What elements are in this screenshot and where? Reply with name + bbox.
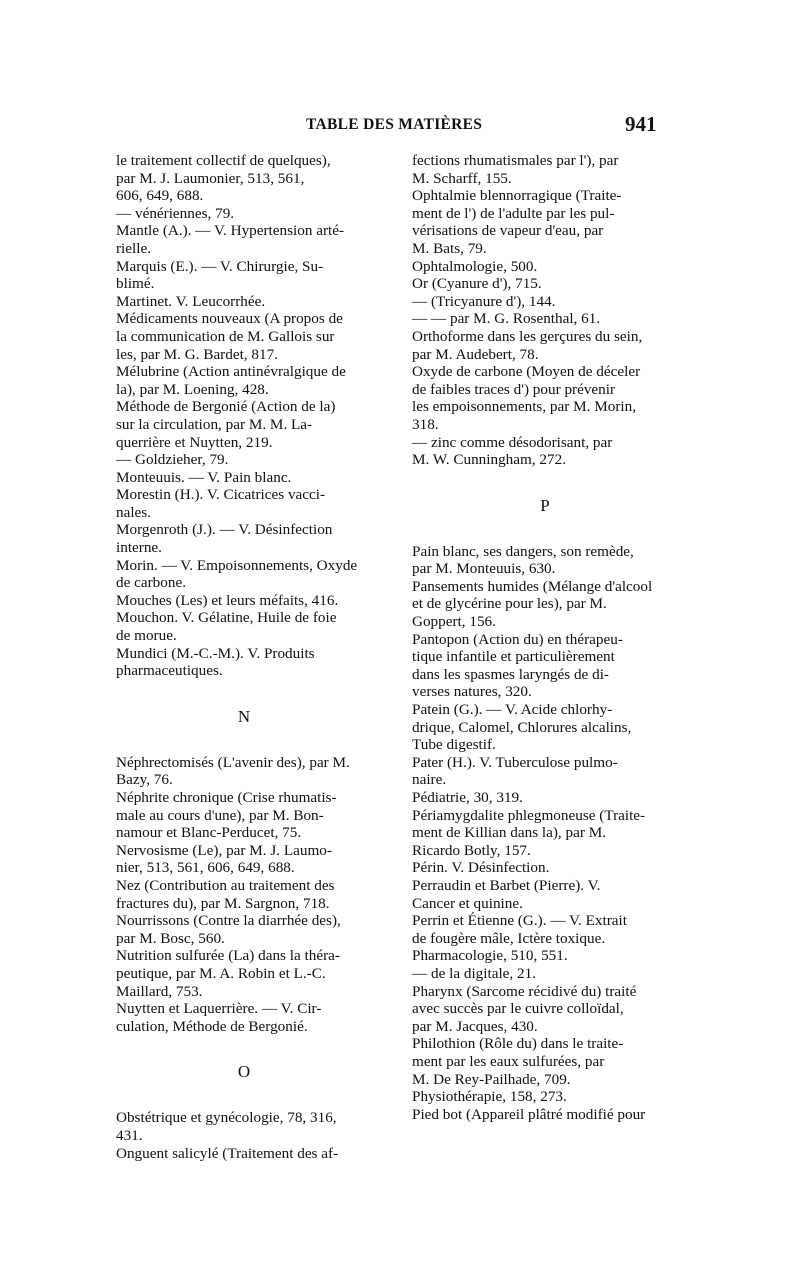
index-line: Pansements humides (Mélange d'alcool xyxy=(412,577,653,595)
index-line: par M. Audebert, 78. xyxy=(412,345,539,363)
index-line: Orthoforme dans les gerçures du sein, xyxy=(412,327,643,345)
index-line: Morestin (H.). V. Cicatrices vacci- xyxy=(116,486,326,504)
index-line: Nutrition sulfurée (La) dans la théra- xyxy=(116,947,340,965)
index-line: Morgenroth (J.). — V. Désinfection xyxy=(116,521,333,539)
index-line: nier, 513, 561, 606, 649, 688. xyxy=(116,859,295,877)
page-number: 941 xyxy=(625,112,657,136)
index-line: — zinc comme désodorisant, par xyxy=(412,433,613,451)
index-line: Ricardo Botly, 157. xyxy=(412,841,531,859)
index-line: — de la digitale, 21. xyxy=(412,964,536,982)
index-line: 318. xyxy=(412,415,439,433)
index-line: Marquis (E.). — V. Chirurgie, Su- xyxy=(116,257,324,275)
index-line: Néphrite chronique (Crise rhumatis- xyxy=(116,789,337,806)
index-line: par M. J. Laumonier, 513, 561, xyxy=(116,169,305,187)
section-letter: N xyxy=(237,706,251,726)
index-line: Nourrissons (Contre la diarrhée des), xyxy=(116,912,341,930)
index-line: Morin. — V. Empoisonnements, Oxyde xyxy=(116,556,358,574)
index-line: fractures du), par M. Sargnon, 718. xyxy=(116,894,330,912)
index-line: Nuytten et Laquerrière. — V. Cir- xyxy=(116,1000,322,1018)
index-line: de morue. xyxy=(116,627,177,645)
index-line: par M. Jacques, 430. xyxy=(412,1017,538,1035)
index-line: de carbone. xyxy=(116,574,186,592)
right-column xyxy=(412,152,678,1123)
index-line: Mouches (Les) et leurs méfaits, 416. xyxy=(116,591,339,609)
section-letter: P xyxy=(540,495,550,515)
index-line: vérisations de vapeur d'eau, par xyxy=(412,222,604,240)
index-line: par M. Bosc, 560. xyxy=(116,929,225,947)
spacer xyxy=(116,680,372,700)
page-header xyxy=(0,112,800,142)
index-line: Oxyde de carbone (Moyen de déceler xyxy=(412,363,641,381)
index-line: les empoisonnements, par M. Morin, xyxy=(412,398,636,416)
index-line: M. Scharff, 155. xyxy=(412,169,512,187)
spacer xyxy=(116,734,372,754)
index-line: blimé. xyxy=(116,275,155,293)
index-line: Périamygdalite phlegmoneuse (Traite- xyxy=(412,806,646,824)
index-line: interne. xyxy=(116,539,162,557)
spacer xyxy=(412,523,678,543)
index-line: Or (Cyanure d'), 715. xyxy=(412,275,542,293)
index-line: de faibles traces d') pour prévenir xyxy=(412,380,616,398)
index-line: 431. xyxy=(116,1126,143,1144)
index-line: M. W. Cunningham, 272. xyxy=(412,451,566,469)
index-line: Ophtalmie blennorragique (Traite- xyxy=(412,187,622,205)
index-line: Patein (G.). — V. Acide chlorhy- xyxy=(412,701,613,719)
section-letter: O xyxy=(237,1062,251,1082)
index-line: drique, Calomel, Chlorures alcalins, xyxy=(412,718,632,736)
index-line: Goppert, 156. xyxy=(412,613,496,631)
index-line: Pharynx (Sarcome récidivé du) traité xyxy=(412,982,637,1000)
index-line: ment de Killian dans la), par M. xyxy=(412,824,607,842)
index-line: Cancer et quinine. xyxy=(412,894,523,912)
index-line: M. Bats, 79. xyxy=(412,239,487,257)
index-line: Nez (Contribution au traitement des xyxy=(116,876,335,894)
index-line: Pédiatrie, 30, 319. xyxy=(412,789,523,806)
index-line: par M. Monteuuis, 630. xyxy=(412,560,556,578)
index-line: rielle. xyxy=(116,239,151,257)
index-line: le traitement collectif de quelques), xyxy=(116,152,331,169)
index-line: Obstétrique et gynécologie, 78, 316, xyxy=(116,1109,337,1127)
index-line: Méthode de Bergonié (Action de la) xyxy=(116,398,336,416)
index-line: Nervosisme (Le), par M. J. Laumo- xyxy=(116,841,332,859)
index-line: Philothion (Rôle du) dans le traite- xyxy=(412,1035,624,1053)
index-line: M. De Rey-Pailhade, 709. xyxy=(412,1070,571,1088)
index-line: et de glycérine pour les), par M. xyxy=(412,595,607,613)
index-line: Mouchon. V. Gélatine, Huile de foie xyxy=(116,609,337,627)
index-line: culation, Méthode de Bergonié. xyxy=(116,1017,308,1035)
index-line: — Goldzieher, 79. xyxy=(116,451,229,469)
index-line: sur la circulation, par M. M. La- xyxy=(116,415,313,433)
index-line: Néphrectomisés (L'avenir des), par M. xyxy=(116,753,350,771)
index-line: Mélubrine (Action antinévralgique de xyxy=(116,363,346,381)
index-line: avec succès par le cuivre colloïdal, xyxy=(412,1000,624,1018)
index-line: Onguent salicylé (Traitement des af- xyxy=(116,1144,339,1162)
index-line: les, par M. G. Bardet, 817. xyxy=(116,345,278,363)
index-line: Perrin et Étienne (G.). — V. Extrait xyxy=(412,912,627,930)
index-line: la), par M. Loening, 428. xyxy=(116,380,269,398)
index-line: — — par M. G. Rosenthal, 61. xyxy=(412,310,601,328)
index-line: Pied bot (Appareil plâtré modifié pour xyxy=(412,1105,646,1123)
spacer xyxy=(116,1035,372,1055)
index-line: Pharmacologie, 510, 551. xyxy=(412,947,568,965)
index-line: fections rhumatismales par l'), par xyxy=(412,152,619,169)
index-line: — vénériennes, 79. xyxy=(116,204,235,222)
index-line: namour et Blanc-Perducet, 75. xyxy=(116,824,302,842)
index-line: peutique, par M. A. Robin et L.-C. xyxy=(116,964,326,982)
index-line: Périn. V. Désinfection. xyxy=(412,859,550,877)
index-line: Mantle (A.). — V. Hypertension arté- xyxy=(116,222,345,240)
index-line: Tube digestif. xyxy=(412,736,496,754)
index-line: Martinet. V. Leucorrhée. xyxy=(116,292,266,310)
index-line: ment de l') de l'adulte par les pul- xyxy=(412,204,615,222)
index-line: Pain blanc, ses dangers, son remède, xyxy=(412,542,634,560)
index-line: Médicaments nouveaux (A propos de xyxy=(116,310,343,328)
index-line: pharmaceutiques. xyxy=(116,662,223,680)
index-line: verses natures, 320. xyxy=(412,683,532,701)
index-line: Physiothérapie, 158, 273. xyxy=(412,1088,567,1106)
spacer xyxy=(412,469,678,489)
index-line: male au cours d'une), par M. Bon- xyxy=(116,806,324,824)
index-line: de fougère mâle, Ictère toxique. xyxy=(412,929,606,947)
running-title: TABLE DES MATIÈRES xyxy=(306,116,483,133)
index-line: Monteuuis. — V. Pain blanc. xyxy=(116,468,292,486)
left-column xyxy=(116,152,372,1162)
index-line: — (Tricyanure d'), 144. xyxy=(412,292,556,310)
index-line: nales. xyxy=(116,503,152,521)
index-line: naire. xyxy=(412,771,447,789)
index-line: Ophtalmologie, 500. xyxy=(412,257,538,275)
index-line: Bazy, 76. xyxy=(116,771,173,789)
index-line: la communication de M. Gallois sur xyxy=(116,327,335,345)
index-line: Pantopon (Action du) en thérapeu- xyxy=(412,630,623,648)
index-line: Maillard, 753. xyxy=(116,982,203,1000)
index-line: Mundici (M.-C.-M.). V. Produits xyxy=(116,644,315,662)
index-line: 606, 649, 688. xyxy=(116,187,204,205)
index-line: ment par les eaux sulfurées, par xyxy=(412,1052,605,1070)
index-line: Pater (H.). V. Tuberculose pulmo- xyxy=(412,753,618,771)
index-line: Perraudin et Barbet (Pierre). V. xyxy=(412,876,601,894)
index-line: querrière et Nuytten, 219. xyxy=(116,433,273,451)
index-line: tique infantile et particulièrement xyxy=(412,648,615,666)
index-line: dans les spasmes laryngés de di- xyxy=(412,665,609,683)
spacer xyxy=(116,1089,372,1109)
